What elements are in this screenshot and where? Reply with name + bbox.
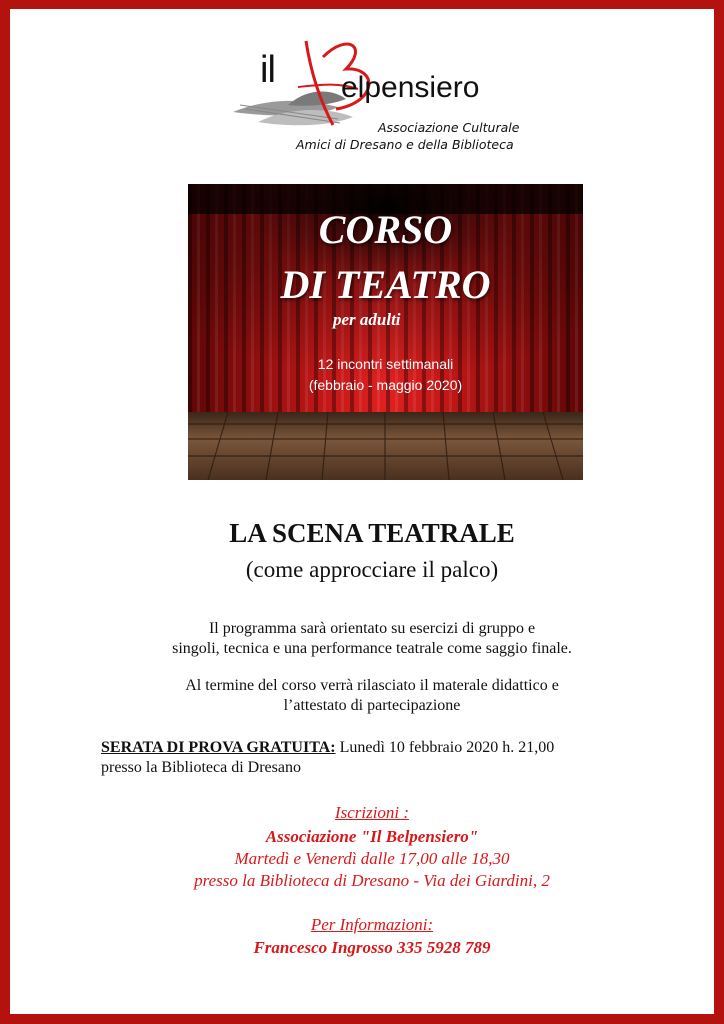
logo-subtitle: Associazione Culturale — [378, 120, 520, 135]
program-paragraph — [10, 619, 724, 659]
banner-sessions: 12 incontri settimanali — [317, 356, 454, 372]
info-contact: Francesco Ingrosso 335 5928 789 — [253, 938, 491, 957]
certificate-line2: l’attestato di partecipazione — [283, 697, 461, 714]
banner-period: (febbraio - maggio 2020) — [308, 377, 463, 393]
registration-label: Iscrizioni : — [334, 803, 410, 822]
trial-datetime: Lunedì 10 febbraio 2020 h. 21,00 — [335, 739, 555, 756]
logo-il-text: il — [260, 49, 275, 91]
certificate-paragraph — [10, 676, 724, 716]
banner-title-line1: CORSO — [318, 207, 453, 252]
association-logo — [228, 27, 528, 157]
registration-org: Associazione "Il Belpensiero" — [265, 827, 479, 846]
trial-evening — [101, 738, 554, 778]
trial-label: SERATA DI PROVA GRATUITA: — [101, 739, 336, 756]
program-line1: Il programma sarà orientato su esercizi di gruppo e — [208, 620, 536, 637]
banner-subtitle: per adulti — [333, 310, 401, 329]
page-title: LA SCENA TEATRALE — [229, 518, 515, 548]
theater-banner — [188, 184, 583, 480]
logo-tagline: Amici di Dresano e della Biblioteca — [296, 137, 514, 152]
banner-title-line2: DI TEATRO — [280, 262, 491, 307]
registration-days: Martedì e Venerdì dalle 17,00 alle 18,30 — [234, 849, 510, 868]
registration-place: presso la Biblioteca di Dresano - Via dei Giardini, 2 — [194, 871, 550, 890]
info-label: Per Informazioni: — [310, 915, 434, 934]
certificate-line1: Al termine del corso verrà rilasciato il materale didattico e — [185, 677, 559, 694]
logo-name-text: elpensiero — [341, 71, 480, 104]
trial-location: presso la Biblioteca di Dresano — [101, 759, 301, 776]
program-line2: singoli, tecnica e una performance teatrale come saggio finale. — [172, 640, 572, 657]
page-subtitle: (come approcciare il palco) — [245, 557, 499, 582]
